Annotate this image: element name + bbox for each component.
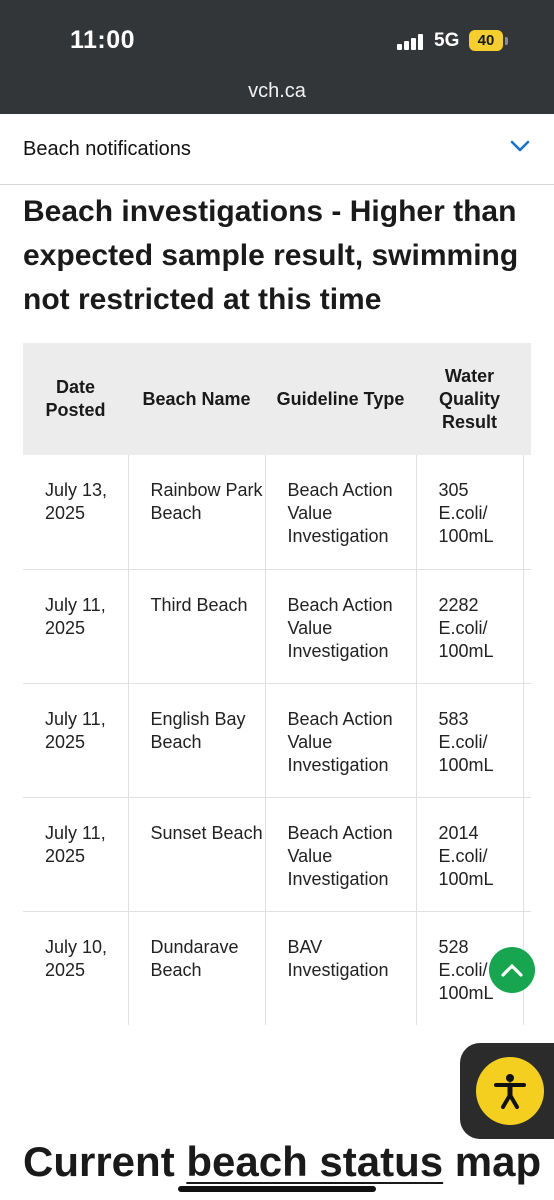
cell-result: 528 E.coli/ 100mL — [416, 911, 523, 1025]
accessibility-button[interactable] — [476, 1057, 544, 1125]
cell-beach: English Bay Beach — [128, 683, 265, 797]
cell-beach: Dundarave Beach — [128, 911, 265, 1025]
cell-beach: Rainbow Park Beach — [128, 455, 265, 569]
header-date-posted: Date Posted — [45, 377, 106, 420]
table-header-row — [23, 343, 531, 455]
page-heading: Beach investigations - Higher than expected sample result, swimming not restricted at this time — [23, 195, 519, 316]
cell-overflow — [523, 455, 531, 569]
dropdown-label: Beach notifications — [23, 138, 191, 160]
beach-notifications-dropdown[interactable] — [0, 114, 554, 185]
table-row — [23, 797, 531, 911]
cell-date: July 10, 2025 — [23, 911, 128, 1025]
cell-date: July 11, 2025 — [23, 683, 128, 797]
cell-guideline: Beach Action Value Investigation — [265, 455, 416, 569]
chevron-up-icon — [500, 959, 524, 981]
beach-status-link[interactable]: beach status — [186, 1138, 444, 1185]
accessibility-widget — [460, 1043, 554, 1139]
header-guideline-type: Guideline Type — [276, 388, 405, 409]
cell-guideline: Beach Action Value Investigation — [265, 683, 416, 797]
investigations-table — [23, 343, 531, 1025]
accessibility-icon — [490, 1071, 530, 1111]
table-row — [23, 569, 531, 683]
signal-icon — [397, 34, 427, 50]
cell-overflow — [523, 683, 531, 797]
network-label: 5G — [434, 30, 460, 51]
cell-result: 305 E.coli/ 100mL — [416, 455, 523, 569]
cell-result: 2282 E.coli/ 100mL — [416, 569, 523, 683]
browser-top-bar — [0, 0, 554, 114]
cell-guideline: Beach Action Value Investigation — [265, 797, 416, 911]
cell-date: July 11, 2025 — [23, 797, 128, 911]
cell-overflow — [523, 797, 531, 911]
address-bar[interactable]: vch.ca — [248, 80, 306, 102]
cell-date: July 11, 2025 — [23, 569, 128, 683]
cell-beach: Sunset Beach — [128, 797, 265, 911]
table-row — [23, 455, 531, 569]
chevron-down-icon[interactable] — [510, 139, 530, 153]
cell-result: 583 E.coli/ 100mL — [416, 683, 523, 797]
table-row — [23, 683, 531, 797]
cell-overflow — [523, 569, 531, 683]
cell-result: 2014 E.coli/ 100mL — [416, 797, 523, 911]
cell-guideline: BAV Investigation — [265, 911, 416, 1025]
map-heading-post: map — [443, 1138, 542, 1185]
table-row — [23, 911, 531, 1025]
cell-guideline: Beach Action Value Investigation — [265, 569, 416, 683]
header-water-quality-result: Water Quality Result — [438, 365, 500, 432]
home-indicator[interactable] — [178, 1186, 376, 1192]
investigations-table-wrapper[interactable] — [23, 343, 531, 1025]
status-time: 11:00 — [70, 26, 136, 54]
cell-date: July 13, 2025 — [23, 455, 128, 569]
beach-status-map-heading — [23, 1138, 541, 1186]
header-overflow — [523, 343, 531, 455]
scroll-to-top-button[interactable] — [489, 947, 535, 993]
map-heading-pre: Current — [23, 1138, 187, 1185]
battery-icon: 40 — [469, 30, 503, 51]
cell-beach: Third Beach — [128, 569, 265, 683]
battery-tip — [505, 37, 508, 45]
header-beach-name: Beach Name — [142, 388, 251, 409]
